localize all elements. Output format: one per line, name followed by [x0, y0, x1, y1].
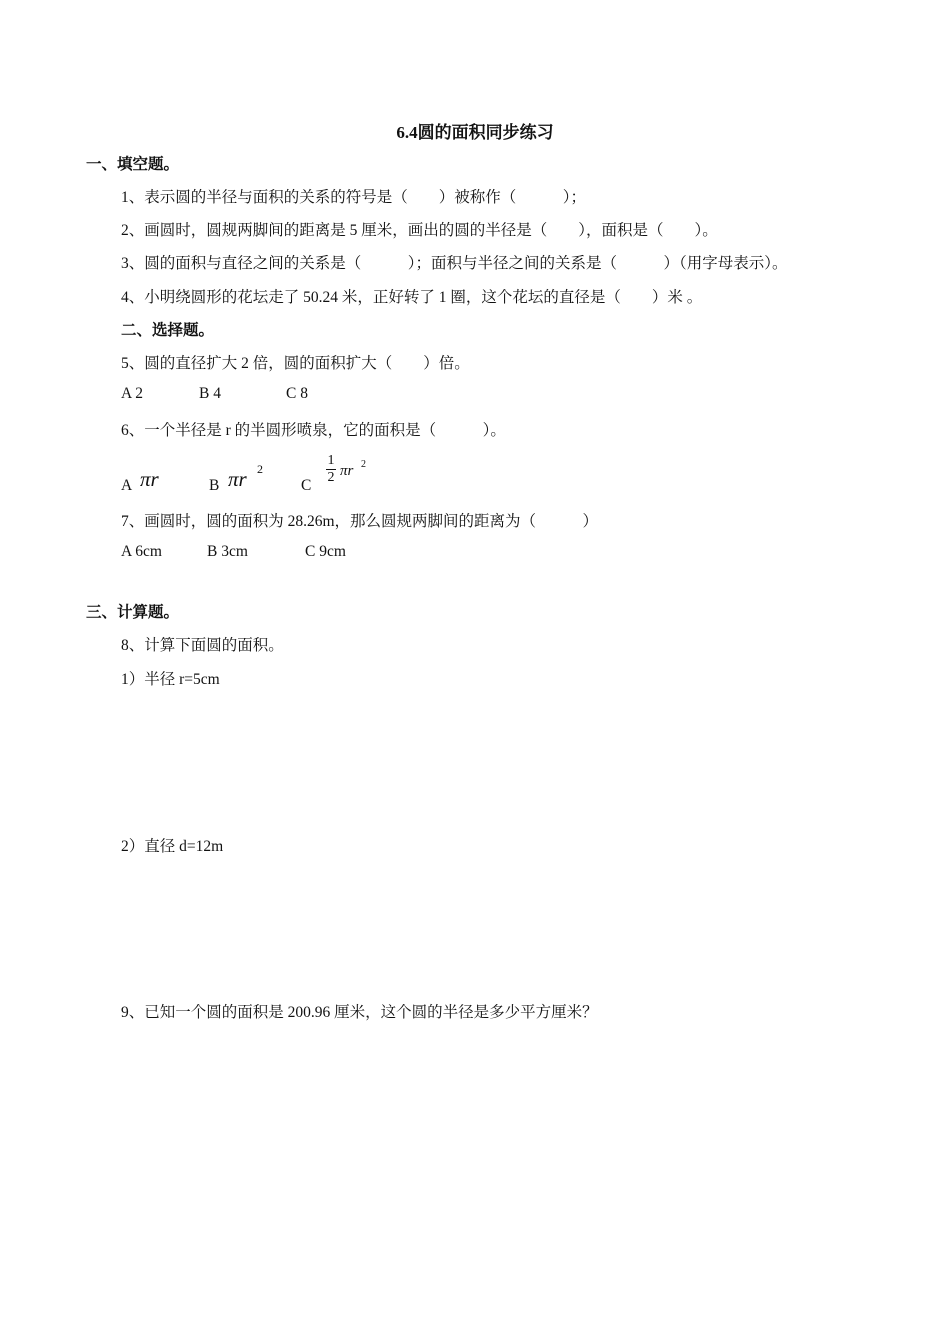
question-6-option-b-label: B — [209, 477, 220, 494]
question-5-option-c: C 8 — [286, 385, 308, 402]
question-7-option-b: B 3cm — [207, 543, 248, 560]
question-6-option-c-fraction — [326, 454, 336, 485]
question-2: 2、画圆时，圆规两脚间的距离是 5 厘米，画出的圆的半径是（ ），面积是（ ）。 — [121, 222, 718, 239]
question-6-option-c-label: C — [301, 477, 312, 494]
question-7-option-a: A 6cm — [121, 543, 162, 560]
question-7-option-c: C 9cm — [305, 543, 346, 560]
question-5-option-b: B 4 — [199, 385, 221, 402]
question-8: 8、计算下面圆的面积。 — [121, 637, 284, 654]
section-choice-heading: 二、选择题。 — [121, 322, 215, 339]
question-5: 5、圆的直径扩大 2 倍，圆的面积扩大（ ）倍。 — [121, 355, 470, 372]
question-1: 1、表示圆的半径与面积的关系的符号是（ ）被称作（ ）； — [121, 189, 587, 206]
question-6-option-c-exponent: 2 — [361, 459, 366, 470]
question-9: 9、已知一个圆的面积是 200.96 厘米，这个圆的半径是多少平方厘米？ — [121, 1004, 598, 1021]
section-fill-blank-heading: 一、填空题。 — [86, 156, 180, 173]
question-6-option-a-label: A — [121, 477, 133, 494]
page-title: 6.4圆的面积同步练习 — [396, 123, 554, 142]
question-6-option-c-formula: πr — [340, 463, 354, 479]
section-calc-heading: 三、计算题。 — [86, 604, 180, 621]
question-6-option-a-formula: πr — [140, 467, 159, 491]
fraction-denominator: 2 — [327, 470, 335, 485]
question-6: 6、一个半径是 r 的半圆形喷泉，它的面积是（ ）。 — [121, 422, 506, 439]
question-8-part-2: 2）直径 d=12m — [121, 838, 224, 855]
question-6-option-b-exponent: 2 — [257, 462, 263, 476]
question-3: 3、圆的面积与直径之间的关系是（ ）；面积与半径之间的关系是（ ）（用字母表示）。 — [121, 255, 788, 272]
question-6-option-b-formula: πr — [228, 467, 247, 491]
question-8-part-1: 1）半径 r=5cm — [121, 671, 220, 688]
question-7: 7、画圆时，圆的面积为 28.26m，那么圆规两脚间的距离为（ ） — [121, 513, 599, 530]
question-4: 4、小明绕圆形的花坛走了 50.24 米，正好转了 1 圈，这个花坛的直径是（ ）米 。 — [121, 289, 703, 306]
fraction-numerator: 1 — [327, 453, 335, 468]
question-5-option-a: A 2 — [121, 385, 143, 402]
